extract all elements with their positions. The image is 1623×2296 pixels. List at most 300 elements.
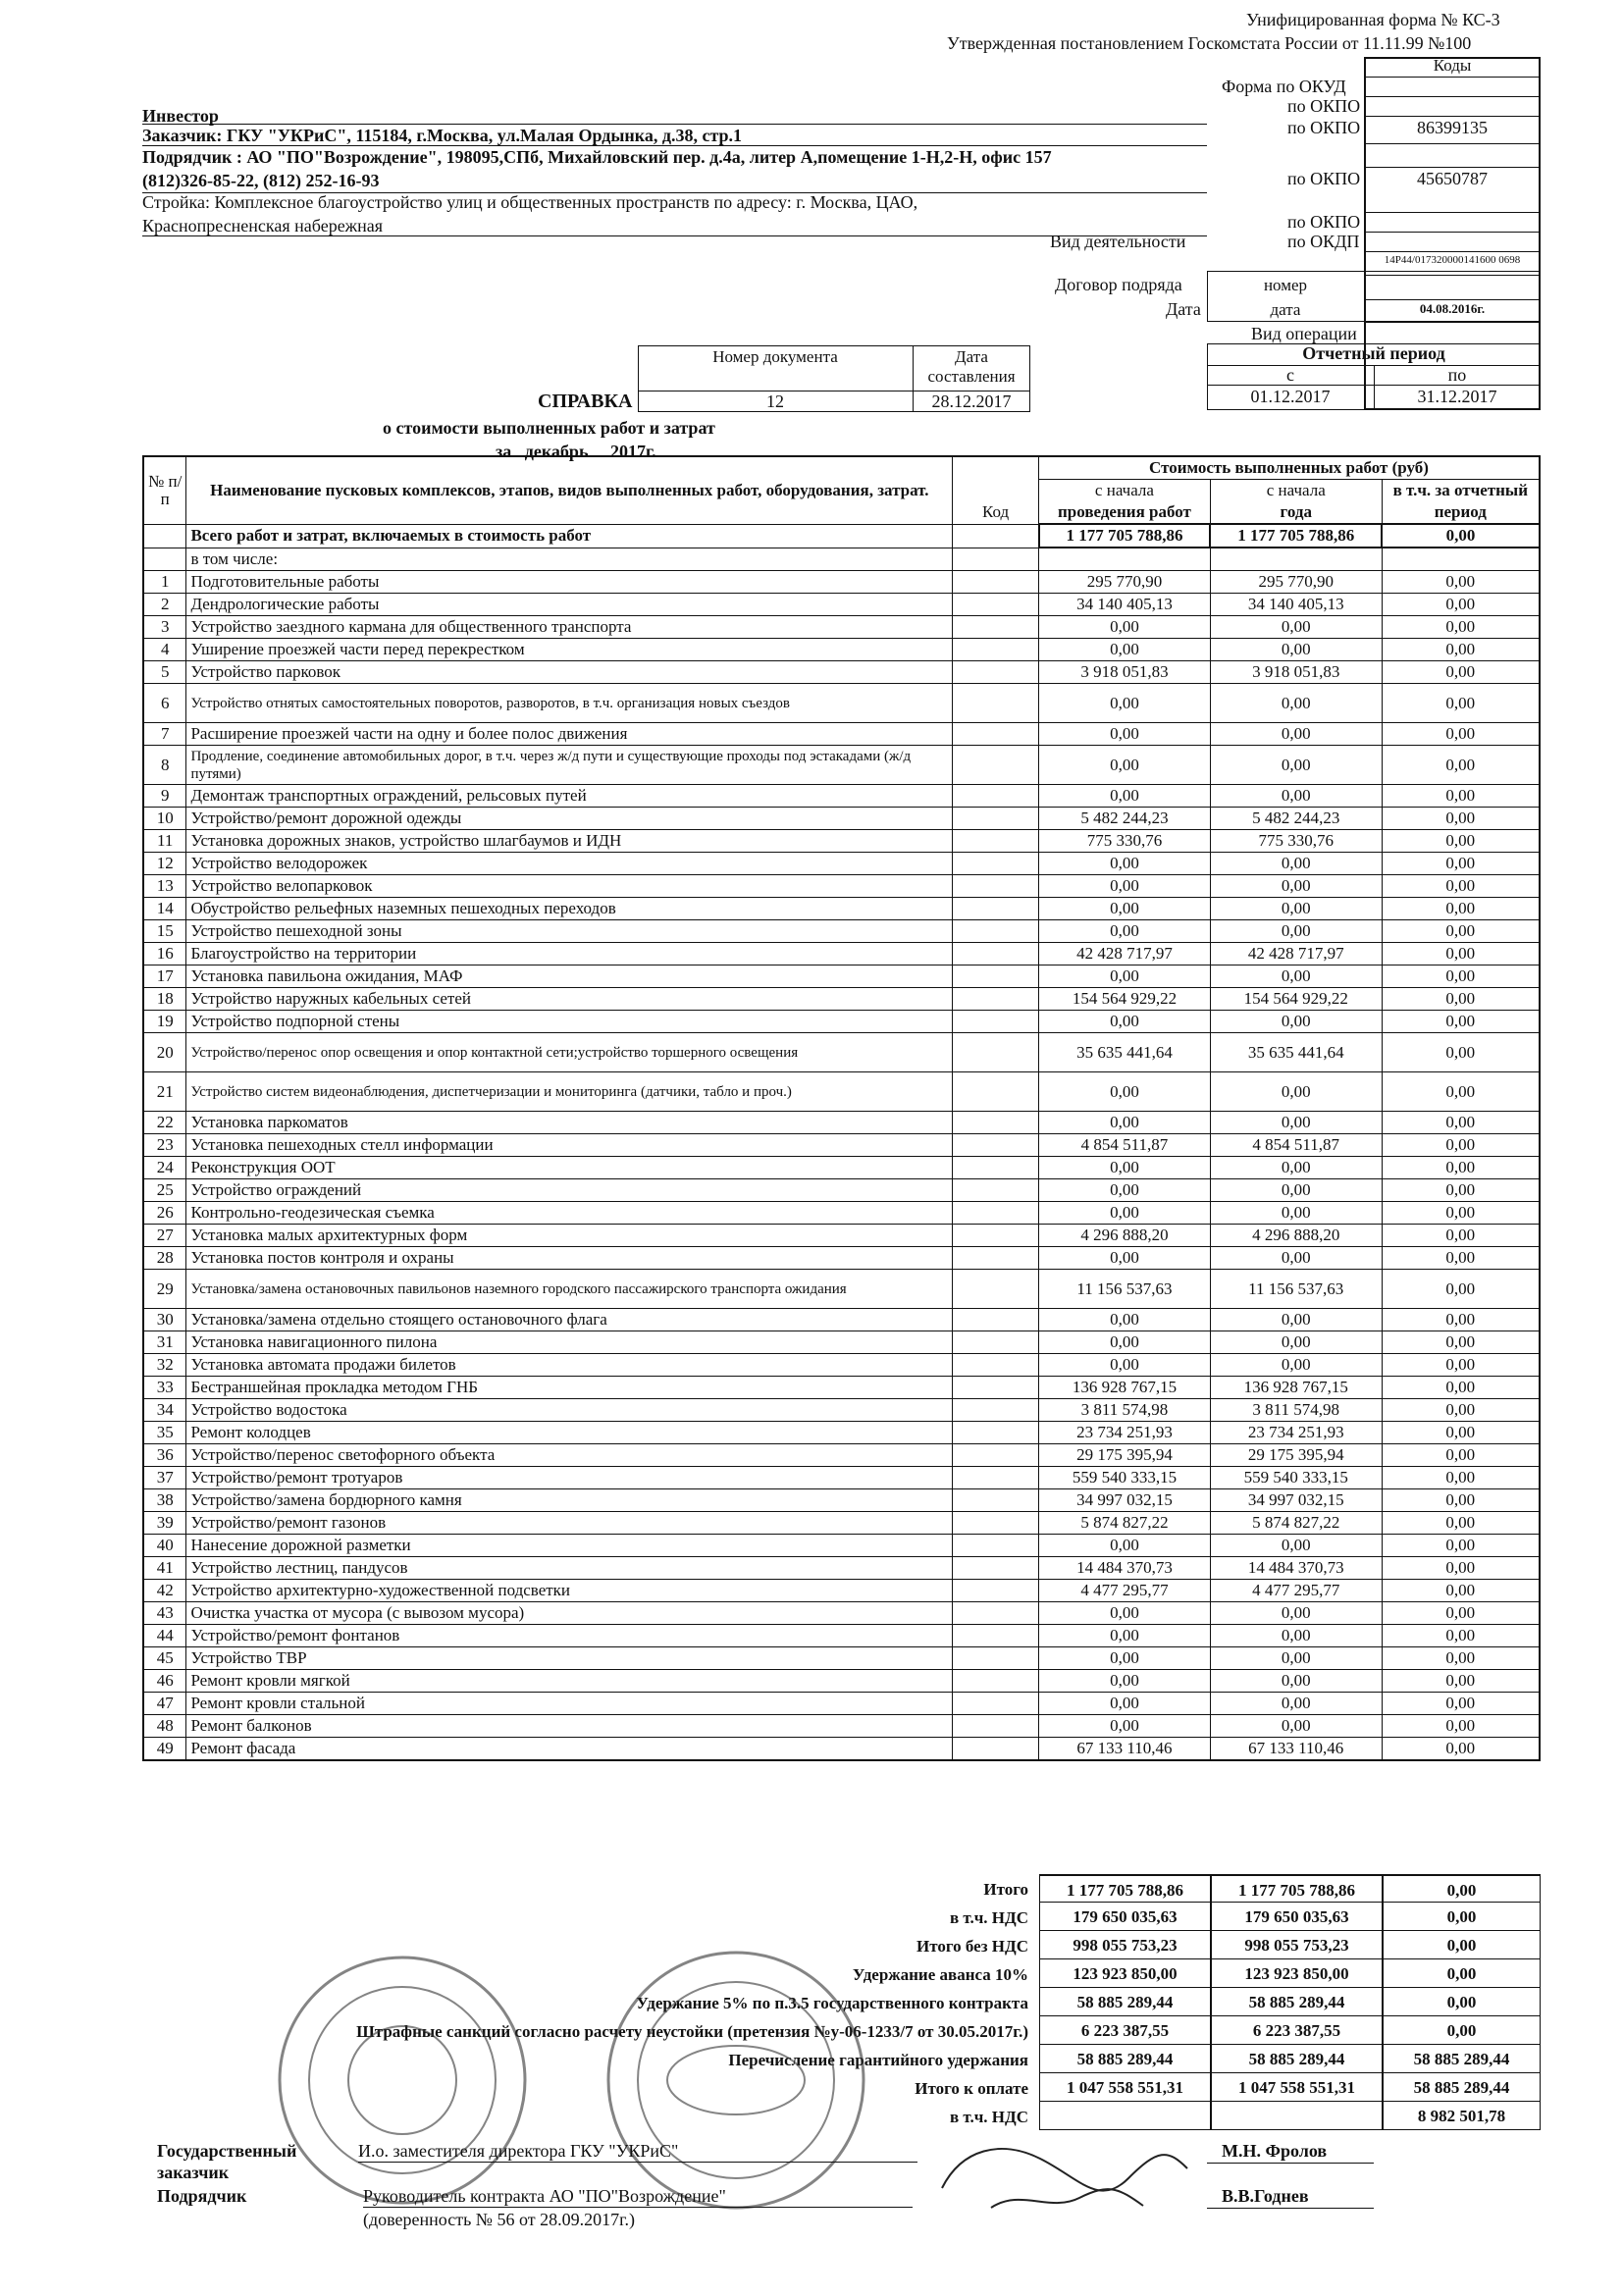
row-number: 45 bbox=[143, 1647, 186, 1670]
table-row bbox=[143, 571, 1540, 594]
row-number: 13 bbox=[143, 875, 186, 898]
row-number: 36 bbox=[143, 1444, 186, 1467]
row-name: Устройство лестниц, пандусов bbox=[186, 1557, 953, 1580]
row-name: Установка постов контроля и охраны bbox=[186, 1247, 953, 1270]
row-year: 0,00 bbox=[1210, 723, 1382, 746]
row-year: 34 140 405,13 bbox=[1210, 594, 1382, 616]
summary-label: в т.ч. НДС bbox=[949, 1908, 1028, 1927]
row-code bbox=[953, 965, 1039, 988]
contractor-okpo: 45650787 bbox=[1417, 169, 1488, 188]
row-start: 0,00 bbox=[1039, 1647, 1211, 1670]
table-row bbox=[143, 853, 1540, 875]
row-number: 44 bbox=[143, 1625, 186, 1647]
period-label: Отчетный период bbox=[1302, 343, 1445, 363]
site-line2: Краснопресненская набережная bbox=[142, 216, 384, 235]
row-period: 0,00 bbox=[1382, 1157, 1540, 1179]
row-number: 22 bbox=[143, 1112, 186, 1134]
row-start: 0,00 bbox=[1039, 723, 1211, 746]
row-name: Уширение проезжей части перед перекрестком bbox=[186, 639, 953, 661]
row-start: 34 997 032,15 bbox=[1039, 1489, 1211, 1512]
row-start: 5 874 827,22 bbox=[1039, 1512, 1211, 1535]
row-year: 0,00 bbox=[1210, 1179, 1382, 1202]
row-code bbox=[953, 1715, 1039, 1738]
row-name: Устройство/перенос светофорного объекта bbox=[186, 1444, 953, 1467]
table-row bbox=[143, 1157, 1540, 1179]
row-period: 0,00 bbox=[1382, 639, 1540, 661]
row-year: 4 296 888,20 bbox=[1210, 1225, 1382, 1247]
row-name: Устройство архитектурно-художественной подсветки bbox=[186, 1580, 953, 1602]
row-number: 34 bbox=[143, 1399, 186, 1422]
row-number: 40 bbox=[143, 1535, 186, 1557]
table-row bbox=[143, 785, 1540, 808]
table-row bbox=[143, 1377, 1540, 1399]
doc-number: 12 bbox=[766, 391, 784, 411]
customer-position: И.о. заместителя директора ГКУ "УКРиС" bbox=[358, 2141, 917, 2163]
row-start: 0,00 bbox=[1039, 639, 1211, 661]
row-code bbox=[953, 1377, 1039, 1399]
row-year: 154 564 929,22 bbox=[1210, 988, 1382, 1011]
row-period: 0,00 bbox=[1382, 988, 1540, 1011]
summary-period: 0,00 bbox=[1383, 2016, 1541, 2045]
total-row bbox=[143, 524, 1540, 548]
row-code bbox=[953, 830, 1039, 853]
row-period: 0,00 bbox=[1382, 1489, 1540, 1512]
row-period: 0,00 bbox=[1382, 1202, 1540, 1225]
row-period: 0,00 bbox=[1382, 1011, 1540, 1033]
row-number: 42 bbox=[143, 1580, 186, 1602]
table-row bbox=[143, 920, 1540, 943]
summary-year: 58 885 289,44 bbox=[1211, 1988, 1383, 2016]
row-code bbox=[953, 1670, 1039, 1693]
table-row bbox=[143, 875, 1540, 898]
okud-label: Форма по ОКУД bbox=[1222, 77, 1346, 96]
row-code bbox=[953, 1202, 1039, 1225]
total-start: 1 177 705 788,86 bbox=[1039, 524, 1211, 548]
row-name: Устройство пешеходной зоны bbox=[186, 920, 953, 943]
row-start: 4 854 511,87 bbox=[1039, 1134, 1211, 1157]
summary-start: 179 650 035,63 bbox=[1039, 1903, 1211, 1931]
row-period: 0,00 bbox=[1382, 830, 1540, 853]
row-start: 0,00 bbox=[1039, 920, 1211, 943]
summary-row bbox=[142, 1903, 1541, 1931]
row-start: 559 540 333,15 bbox=[1039, 1467, 1211, 1489]
row-year: 67 133 110,46 bbox=[1210, 1738, 1382, 1761]
row-code bbox=[953, 571, 1039, 594]
row-start: 775 330,76 bbox=[1039, 830, 1211, 853]
row-code bbox=[953, 875, 1039, 898]
period-from-label: с bbox=[1286, 365, 1294, 385]
row-code bbox=[953, 616, 1039, 639]
contractor-position: Руководитель контракта АО "ПО"Возрождение" bbox=[363, 2186, 913, 2208]
okpo-label-1: по ОКПО bbox=[1287, 96, 1361, 116]
total-period: 0,00 bbox=[1382, 524, 1540, 548]
row-number: 17 bbox=[143, 965, 186, 988]
row-period: 0,00 bbox=[1382, 1072, 1540, 1112]
table-row bbox=[143, 1738, 1540, 1761]
table-row bbox=[143, 1512, 1540, 1535]
row-number: 38 bbox=[143, 1489, 186, 1512]
row-name: Устройство/ремонт фонтанов bbox=[186, 1625, 953, 1647]
table-row bbox=[143, 1399, 1540, 1422]
total-year: 1 177 705 788,86 bbox=[1210, 524, 1382, 548]
row-name: Устройство парковок bbox=[186, 661, 953, 684]
row-name: Бестраншейная прокладка методом ГНБ bbox=[186, 1377, 953, 1399]
row-start: 0,00 bbox=[1039, 1715, 1211, 1738]
summary-year: 998 055 753,23 bbox=[1211, 1931, 1383, 1959]
row-name: Устройство/ремонт газонов bbox=[186, 1512, 953, 1535]
row-code bbox=[953, 1602, 1039, 1625]
summary-year: 123 923 850,00 bbox=[1211, 1959, 1383, 1988]
row-code bbox=[953, 898, 1039, 920]
period-to-label: по bbox=[1447, 365, 1467, 385]
row-code bbox=[953, 1625, 1039, 1647]
summary-start: 1 047 558 551,31 bbox=[1039, 2073, 1211, 2102]
okpo-label-4: по ОКПО bbox=[1287, 212, 1361, 232]
summary-period: 0,00 bbox=[1383, 1931, 1541, 1959]
row-name: Ремонт колодцев bbox=[186, 1422, 953, 1444]
table-row bbox=[143, 1179, 1540, 1202]
row-start: 0,00 bbox=[1039, 1072, 1211, 1112]
row-start: 0,00 bbox=[1039, 898, 1211, 920]
row-start: 0,00 bbox=[1039, 1693, 1211, 1715]
row-period: 0,00 bbox=[1382, 785, 1540, 808]
row-year: 0,00 bbox=[1210, 785, 1382, 808]
row-code bbox=[953, 1011, 1039, 1033]
row-year: 775 330,76 bbox=[1210, 830, 1382, 853]
row-number: 47 bbox=[143, 1693, 186, 1715]
row-code bbox=[953, 1247, 1039, 1270]
contractor-name: В.В.Годнев bbox=[1222, 2186, 1309, 2206]
col-year-header-b: года bbox=[1210, 501, 1382, 524]
row-number: 31 bbox=[143, 1331, 186, 1354]
row-code bbox=[953, 920, 1039, 943]
row-name: Установка/замена остановочных павильонов наземного городского пассажирского транспорта ожидания bbox=[186, 1270, 953, 1309]
row-name: Благоустройство на территории bbox=[186, 943, 953, 965]
row-code bbox=[953, 1557, 1039, 1580]
row-code bbox=[953, 1179, 1039, 1202]
row-number: 26 bbox=[143, 1202, 186, 1225]
row-number: 21 bbox=[143, 1072, 186, 1112]
doc-title: СПРАВКА bbox=[538, 391, 633, 412]
row-start: 0,00 bbox=[1039, 1247, 1211, 1270]
table-row bbox=[143, 1647, 1540, 1670]
row-name: Подготовительные работы bbox=[186, 571, 953, 594]
table-row bbox=[143, 1225, 1540, 1247]
col-period-header-b: период bbox=[1382, 501, 1540, 524]
investor-label: Инвестор bbox=[142, 106, 219, 126]
row-period: 0,00 bbox=[1382, 1270, 1540, 1309]
table-row bbox=[143, 943, 1540, 965]
row-number: 10 bbox=[143, 808, 186, 830]
row-start: 0,00 bbox=[1039, 853, 1211, 875]
row-period: 0,00 bbox=[1382, 1179, 1540, 1202]
row-period: 0,00 bbox=[1382, 1557, 1540, 1580]
row-year: 0,00 bbox=[1210, 1112, 1382, 1134]
row-year: 0,00 bbox=[1210, 1202, 1382, 1225]
row-name: Устройство наружных кабельных сетей bbox=[186, 988, 953, 1011]
customer-okpo: 86399135 bbox=[1417, 118, 1488, 137]
row-period: 0,00 bbox=[1382, 1467, 1540, 1489]
row-start: 0,00 bbox=[1039, 1331, 1211, 1354]
row-year: 295 770,90 bbox=[1210, 571, 1382, 594]
row-year: 34 997 032,15 bbox=[1210, 1489, 1382, 1512]
row-year: 14 484 370,73 bbox=[1210, 1557, 1382, 1580]
row-period: 0,00 bbox=[1382, 1647, 1540, 1670]
row-start: 3 918 051,83 bbox=[1039, 661, 1211, 684]
row-name: Устройство/перенос опор освещения и опор контактной сети;устройство торшерного освещения bbox=[186, 1033, 953, 1072]
row-start: 14 484 370,73 bbox=[1039, 1557, 1211, 1580]
summary-year: 1 047 558 551,31 bbox=[1211, 2073, 1383, 2102]
row-start: 0,00 bbox=[1039, 875, 1211, 898]
row-start: 0,00 bbox=[1039, 1535, 1211, 1557]
row-year: 5 874 827,22 bbox=[1210, 1512, 1382, 1535]
row-start: 0,00 bbox=[1039, 1202, 1211, 1225]
row-year: 0,00 bbox=[1210, 1157, 1382, 1179]
summary-label: Удержание аванса 10% bbox=[852, 1965, 1028, 1984]
contract-number-label: номер bbox=[1263, 276, 1308, 294]
row-code bbox=[953, 1112, 1039, 1134]
summary-period: 0,00 bbox=[1383, 1903, 1541, 1931]
row-name: Ремонт фасада bbox=[186, 1738, 953, 1761]
doc-date: 28.12.2017 bbox=[931, 391, 1012, 411]
row-start: 11 156 537,63 bbox=[1039, 1270, 1211, 1309]
row-number: 29 bbox=[143, 1270, 186, 1309]
row-period: 0,00 bbox=[1382, 661, 1540, 684]
row-year: 0,00 bbox=[1210, 1331, 1382, 1354]
row-name: Устройство водостока bbox=[186, 1399, 953, 1422]
row-number: 20 bbox=[143, 1033, 186, 1072]
row-code bbox=[953, 808, 1039, 830]
row-name: Устройство ограждений bbox=[186, 1179, 953, 1202]
row-start: 0,00 bbox=[1039, 965, 1211, 988]
row-code bbox=[953, 1331, 1039, 1354]
total-label: Всего работ и затрат, включаемых в стоимость работ bbox=[186, 524, 953, 548]
row-number: 1 bbox=[143, 571, 186, 594]
row-name: Устройство велодорожек bbox=[186, 853, 953, 875]
customer-name: М.Н. Фролов bbox=[1222, 2141, 1328, 2161]
summary-start: 1 177 705 788,86 bbox=[1039, 1874, 1211, 1903]
row-year: 0,00 bbox=[1210, 1535, 1382, 1557]
row-name: Устройство подпорной стены bbox=[186, 1011, 953, 1033]
doc-subtitle: о стоимости выполненных работ и затрат bbox=[383, 418, 715, 438]
row-name: Очистка участка от мусора (с вывозом мусора) bbox=[186, 1602, 953, 1625]
row-number: 8 bbox=[143, 746, 186, 785]
row-year: 4 477 295,77 bbox=[1210, 1580, 1382, 1602]
row-start: 0,00 bbox=[1039, 1157, 1211, 1179]
row-start: 0,00 bbox=[1039, 1625, 1211, 1647]
row-number: 16 bbox=[143, 943, 186, 965]
row-period: 0,00 bbox=[1382, 1033, 1540, 1072]
row-code bbox=[953, 1134, 1039, 1157]
row-year: 0,00 bbox=[1210, 920, 1382, 943]
row-name: Устройство/ремонт тротуаров bbox=[186, 1467, 953, 1489]
row-period: 0,00 bbox=[1382, 1225, 1540, 1247]
row-period: 0,00 bbox=[1382, 920, 1540, 943]
row-year: 0,00 bbox=[1210, 746, 1382, 785]
row-number: 12 bbox=[143, 853, 186, 875]
row-period: 0,00 bbox=[1382, 1134, 1540, 1157]
row-period: 0,00 bbox=[1382, 1354, 1540, 1377]
summary-label: Штрафные санкций согласно расчету неустойки (претензия №у-06-1233/7 от 30.05.2017г.) bbox=[356, 2022, 1028, 2041]
row-code bbox=[953, 1270, 1039, 1309]
table-row bbox=[143, 1331, 1540, 1354]
table-row bbox=[143, 661, 1540, 684]
row-period: 0,00 bbox=[1382, 1535, 1540, 1557]
row-number: 11 bbox=[143, 830, 186, 853]
row-number: 33 bbox=[143, 1377, 186, 1399]
summary-year: 6 223 387,55 bbox=[1211, 2016, 1383, 2045]
table-row bbox=[143, 1134, 1540, 1157]
row-period: 0,00 bbox=[1382, 1602, 1540, 1625]
row-start: 0,00 bbox=[1039, 1179, 1211, 1202]
summary-label: Перечисление гарантийного удержания bbox=[728, 2051, 1028, 2069]
row-start: 67 133 110,46 bbox=[1039, 1738, 1211, 1761]
row-start: 4 296 888,20 bbox=[1039, 1225, 1211, 1247]
contractor-line2: (812)326-85-22, (812) 252-16-93 bbox=[142, 171, 380, 190]
row-period: 0,00 bbox=[1382, 965, 1540, 988]
contract-label: Договор подряда bbox=[1055, 275, 1182, 294]
summary-label: Итого к оплате bbox=[915, 2079, 1028, 2098]
row-code bbox=[953, 1444, 1039, 1467]
activity-label: Вид деятельности bbox=[1050, 232, 1186, 251]
col-cost-header: Стоимость выполненных работ (руб) bbox=[1039, 456, 1540, 480]
table-row bbox=[143, 1247, 1540, 1270]
row-start: 29 175 395,94 bbox=[1039, 1444, 1211, 1467]
row-name: Реконструкция ООТ bbox=[186, 1157, 953, 1179]
table-row bbox=[143, 1072, 1540, 1112]
table-row bbox=[143, 1670, 1540, 1693]
row-name: Устройство отнятых самостоятельных поворотов, разворотов, в т.ч. организация новых съездов bbox=[186, 684, 953, 723]
row-number: 48 bbox=[143, 1715, 186, 1738]
customer-role-b: заказчик bbox=[157, 2163, 230, 2182]
table-row bbox=[143, 1557, 1540, 1580]
row-code bbox=[953, 1512, 1039, 1535]
summary-period: 8 982 501,78 bbox=[1383, 2102, 1541, 2130]
row-year: 23 734 251,93 bbox=[1210, 1422, 1382, 1444]
summary-year: 179 650 035,63 bbox=[1211, 1903, 1383, 1931]
row-code bbox=[953, 661, 1039, 684]
contract-date-small: дата bbox=[1270, 300, 1301, 319]
summary-start: 6 223 387,55 bbox=[1039, 2016, 1211, 2045]
row-name: Установка дорожных знаков, устройство шлагбаумов и ИДН bbox=[186, 830, 953, 853]
row-code bbox=[953, 1354, 1039, 1377]
row-number: 32 bbox=[143, 1354, 186, 1377]
row-code bbox=[953, 1422, 1039, 1444]
row-name: Контрольно-геодезическая съемка bbox=[186, 1202, 953, 1225]
table-row bbox=[143, 1422, 1540, 1444]
row-year: 35 635 441,64 bbox=[1210, 1033, 1382, 1072]
period-month: декабрь bbox=[524, 442, 589, 461]
table-row bbox=[143, 1535, 1540, 1557]
row-code bbox=[953, 639, 1039, 661]
contractor-stamp bbox=[275, 1953, 530, 2208]
row-year: 0,00 bbox=[1210, 1693, 1382, 1715]
row-code bbox=[953, 684, 1039, 723]
row-code bbox=[953, 1580, 1039, 1602]
row-period: 0,00 bbox=[1382, 943, 1540, 965]
row-number: 27 bbox=[143, 1225, 186, 1247]
row-number: 19 bbox=[143, 1011, 186, 1033]
row-period: 0,00 bbox=[1382, 1512, 1540, 1535]
row-start: 35 635 441,64 bbox=[1039, 1033, 1211, 1072]
table-row bbox=[143, 1354, 1540, 1377]
table-row bbox=[143, 988, 1540, 1011]
customer-line: Заказчик: ГКУ "УКРиС", 115184, г.Москва, ул.Малая Ордынка, д.38, стр.1 bbox=[142, 126, 743, 145]
okdp-label: по ОКДП bbox=[1287, 232, 1360, 251]
row-year: 0,00 bbox=[1210, 853, 1382, 875]
row-name: Установка автомата продажи билетов bbox=[186, 1354, 953, 1377]
row-number: 39 bbox=[143, 1512, 186, 1535]
row-name: Установка пешеходных стелл информации bbox=[186, 1134, 953, 1157]
row-start: 23 734 251,93 bbox=[1039, 1422, 1211, 1444]
row-year: 42 428 717,97 bbox=[1210, 943, 1382, 965]
row-number: 14 bbox=[143, 898, 186, 920]
row-code bbox=[953, 1309, 1039, 1331]
row-year: 0,00 bbox=[1210, 1715, 1382, 1738]
row-code bbox=[953, 785, 1039, 808]
row-name: Ремонт кровли мягкой bbox=[186, 1670, 953, 1693]
table-row bbox=[143, 1693, 1540, 1715]
row-year: 0,00 bbox=[1210, 616, 1382, 639]
row-start: 0,00 bbox=[1039, 746, 1211, 785]
row-year: 136 928 767,15 bbox=[1210, 1377, 1382, 1399]
table-row bbox=[143, 1467, 1540, 1489]
row-start: 4 477 295,77 bbox=[1039, 1580, 1211, 1602]
row-start: 0,00 bbox=[1039, 785, 1211, 808]
row-year: 0,00 bbox=[1210, 1247, 1382, 1270]
table-row bbox=[143, 965, 1540, 988]
summary-label: Итого без НДС bbox=[916, 1937, 1028, 1956]
table-row bbox=[143, 1444, 1540, 1467]
row-name: Устройство/замена бордюрного камня bbox=[186, 1489, 953, 1512]
row-year: 0,00 bbox=[1210, 639, 1382, 661]
row-name: Нанесение дорожной разметки bbox=[186, 1535, 953, 1557]
contractor-line1: Подрядчик : АО "ПО"Возрождение", 198095,СПб, Михайловский пер. д.4а, литер А,помещение 1-Н,2-Н, офис 157 bbox=[142, 147, 1052, 167]
including-label: в том числе: bbox=[186, 548, 953, 571]
row-number: 15 bbox=[143, 920, 186, 943]
summary-label: в т.ч. НДС bbox=[949, 2108, 1028, 2126]
row-period: 0,00 bbox=[1382, 1377, 1540, 1399]
row-period: 0,00 bbox=[1382, 723, 1540, 746]
table-row bbox=[143, 594, 1540, 616]
operation-label: Вид операции bbox=[1251, 324, 1357, 343]
row-year: 29 175 395,94 bbox=[1210, 1444, 1382, 1467]
table-row bbox=[143, 808, 1540, 830]
table-row bbox=[143, 1033, 1540, 1072]
row-code bbox=[953, 1225, 1039, 1247]
row-year: 11 156 537,63 bbox=[1210, 1270, 1382, 1309]
row-period: 0,00 bbox=[1382, 1693, 1540, 1715]
row-name: Установка малых архитектурных форм bbox=[186, 1225, 953, 1247]
doc-number-header: Номер документа bbox=[712, 347, 838, 366]
row-start: 0,00 bbox=[1039, 1354, 1211, 1377]
row-code bbox=[953, 746, 1039, 785]
row-number: 5 bbox=[143, 661, 186, 684]
row-year: 0,00 bbox=[1210, 1670, 1382, 1693]
row-year: 0,00 bbox=[1210, 875, 1382, 898]
table-row bbox=[143, 1011, 1540, 1033]
row-period: 0,00 bbox=[1382, 1738, 1540, 1761]
row-year: 0,00 bbox=[1210, 898, 1382, 920]
row-code bbox=[953, 1738, 1039, 1761]
row-name: Дендрологические работы bbox=[186, 594, 953, 616]
row-number: 43 bbox=[143, 1602, 186, 1625]
row-number: 7 bbox=[143, 723, 186, 746]
row-period: 0,00 bbox=[1382, 1309, 1540, 1331]
row-period: 0,00 bbox=[1382, 1112, 1540, 1134]
row-start: 0,00 bbox=[1039, 1011, 1211, 1033]
row-name: Ремонт кровли стальной bbox=[186, 1693, 953, 1715]
